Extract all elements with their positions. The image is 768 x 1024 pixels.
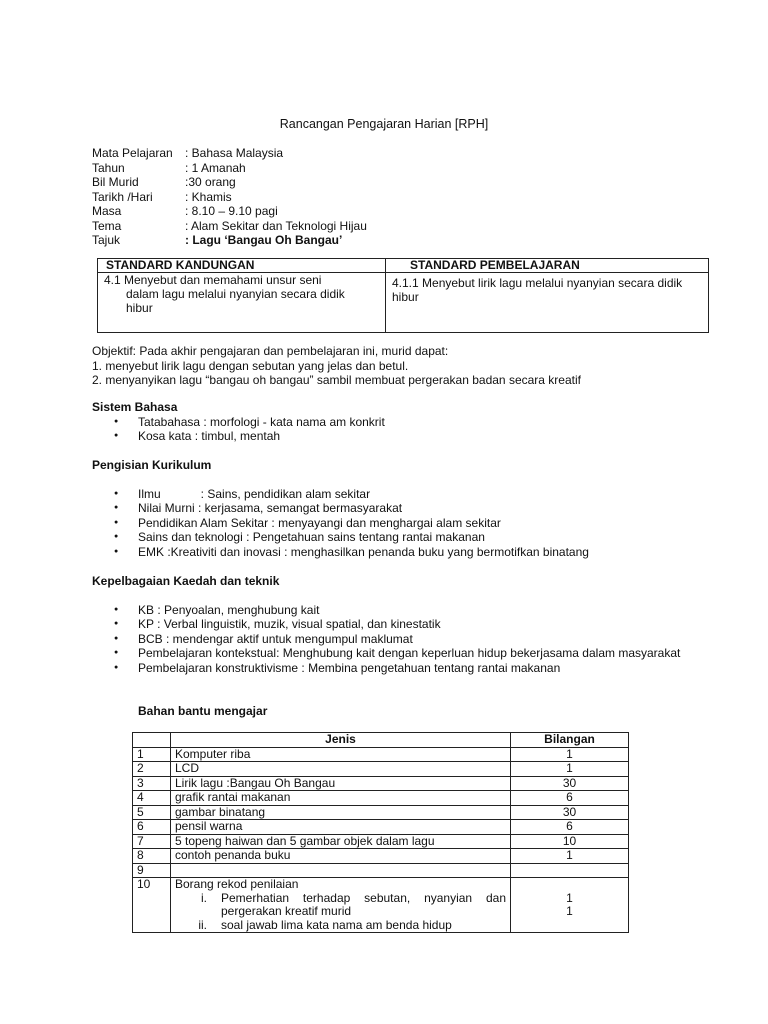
list-item: ● KP : Verbal linguistik, muzik, visual spatial, dan kinestatik <box>92 617 709 632</box>
table-row <box>133 820 629 835</box>
info-row <box>92 175 367 190</box>
bahan-jenis-borang <box>171 878 511 933</box>
bahan-header-jenis: Jenis <box>171 733 511 748</box>
bahan-jenis: contoh penanda buku <box>171 849 511 864</box>
list-item: ● Pendidikan Alam Sekitar : menyayangi dan menghargai alam sekitar <box>92 516 589 531</box>
standard-pembelajaran-line: 4.1.1 Menyebut lirik lagu melalui nyanyian secara didik <box>392 276 683 290</box>
page-title: Rancangan Pengajaran Harian [RPH] <box>279 117 489 131</box>
kepelbagaian-list <box>92 603 709 676</box>
list-item: ● Ilmu : Sains, pendidikan alam sekitar <box>92 487 589 502</box>
bahan-jenis: Komputer riba <box>171 747 511 762</box>
info-label: Masa <box>92 204 122 218</box>
bahan-bil: 1 <box>511 849 629 864</box>
bahan-bil: 6 <box>511 791 629 806</box>
list-item: ● Pembelajaran kontekstual: Menghubung kait dengan keperluan hidup bekerjasama dalam masyarakat <box>92 646 709 661</box>
standard-pembelajaran-header: STANDARD PEMBELAJARAN <box>386 259 709 273</box>
list-item: ● Kosa kata : timbul, mentah <box>92 429 385 444</box>
standard-kandungan-header: STANDARD KANDUNGAN <box>98 259 386 273</box>
kepelbagaian-heading: Kepelbagaian Kaedah dan teknik <box>92 574 280 588</box>
bahan-no: 4 <box>133 791 171 806</box>
bahan-bil: 1 <box>511 747 629 762</box>
sub-item-text: soal jawab lima kata nama am benda hidup <box>221 917 452 932</box>
borang-sub-item <box>175 892 506 919</box>
bahan-jenis: gambar binatang <box>171 805 511 820</box>
standard-table <box>97 258 709 333</box>
bahan-no: 6 <box>133 820 171 835</box>
bahan-bil: 6 <box>511 820 629 835</box>
bahan-header-no <box>133 733 171 748</box>
info-row <box>92 161 367 176</box>
pengisian-heading: Pengisian Kurikulum <box>92 458 212 472</box>
sub-item-number: i. <box>201 890 207 905</box>
bahan-table <box>132 732 629 933</box>
info-block <box>92 146 367 248</box>
pengisian-list <box>92 487 589 560</box>
bahan-bil: 30 <box>511 776 629 791</box>
bahan-jenis: Lirik lagu :Bangau Oh Bangau <box>171 776 511 791</box>
borang-title: Borang rekod penilaian <box>175 877 299 891</box>
table-row <box>133 878 629 933</box>
info-label: Tajuk <box>92 233 121 247</box>
bahan-bil <box>511 878 629 933</box>
table-row <box>133 791 629 806</box>
info-row <box>92 204 367 219</box>
list-item: ● EMK :Kreativiti dan inovasi : menghasilkan penanda buku yang bermotifkan binatang <box>92 545 589 560</box>
info-value: : 8.10 – 9.10 pagi <box>185 204 278 218</box>
info-value: : 1 Amanah <box>185 160 246 175</box>
kepelbagaian-block <box>92 574 709 675</box>
bahan-bil-value: 1 <box>566 890 573 905</box>
bahan-jenis: 5 topeng haiwan dan 5 gambar objek dalam lagu <box>171 834 511 849</box>
bahan-bil-value: 1 <box>566 904 573 918</box>
info-row <box>92 219 367 234</box>
info-row <box>92 233 367 248</box>
bahan-bil: 10 <box>511 834 629 849</box>
table-row <box>133 762 629 777</box>
info-label: Tema <box>92 218 122 233</box>
info-value: :30 orang <box>185 175 236 189</box>
objektif-item: 1. menyebut lirik lagu dengan sebutan yang jelas dan betul. <box>92 358 409 373</box>
bahan-jenis: LCD <box>171 762 511 777</box>
bahan-no: 3 <box>133 776 171 791</box>
list-item: ● KB : Penyoalan, menghubung kait <box>92 603 709 618</box>
table-row <box>133 834 629 849</box>
standard-pembelajaran-cell <box>386 273 709 333</box>
pengisian-block <box>92 458 589 559</box>
bahan-no: 8 <box>133 849 171 864</box>
bahan-no: 7 <box>133 834 171 849</box>
sistem-bahasa-block <box>92 400 385 444</box>
standard-kandungan-line: dalam lagu melalui nyanyian secara didik <box>126 287 345 301</box>
bahan-header-bilangan: Bilangan <box>511 733 629 748</box>
list-item: ● BCB : mendengar aktif untuk mengumpul maklumat <box>92 632 709 647</box>
info-value: : Bahasa Malaysia <box>185 146 284 160</box>
bahan-bil <box>511 863 629 878</box>
table-row <box>133 776 629 791</box>
info-label: Mata Pelajaran <box>92 146 173 160</box>
table-row <box>133 805 629 820</box>
bahan-heading: Bahan bantu mengajar <box>138 704 268 718</box>
info-row <box>92 146 367 161</box>
sub-item-text: Pemerhatian terhadap sebutan, nyanyian dan pergerakan kreatif murid <box>221 890 506 918</box>
bahan-bil: 1 <box>511 762 629 777</box>
standard-pembelajaran-line: hibur <box>392 290 419 304</box>
objektif-block <box>92 344 581 388</box>
objektif-item: 2. menyanyikan lagu “bangau oh bangau” sambil membuat pergerakan badan secara kreatif <box>92 373 581 387</box>
table-row <box>133 747 629 762</box>
info-value: : Lagu ‘Bangau Oh Bangau’ <box>185 233 343 247</box>
borang-sub-item <box>175 919 506 933</box>
info-label: Tarikh /Hari <box>92 189 153 204</box>
bahan-no: 2 <box>133 762 171 777</box>
sistem-bahasa-list <box>92 415 385 444</box>
bahan-no: 1 <box>133 747 171 762</box>
bahan-no: 9 <box>133 863 171 878</box>
bahan-jenis: grafik rantai makanan <box>171 791 511 806</box>
info-row <box>92 190 367 205</box>
table-row <box>133 863 629 878</box>
info-value: : Alam Sekitar dan Teknologi Hijau <box>185 218 367 233</box>
list-item: ● Sains dan teknologi : Pengetahuan sains tentang rantai makanan <box>92 530 589 545</box>
info-label: Tahun <box>92 160 125 175</box>
sistem-bahasa-heading: Sistem Bahasa <box>92 400 178 414</box>
objektif-intro: Objektif: Pada akhir pengajaran dan pembelajaran ini, murid dapat: <box>92 344 449 358</box>
table-row <box>133 849 629 864</box>
standard-kandungan-line: hibur <box>126 301 153 315</box>
bahan-no: 10 <box>133 878 171 933</box>
bahan-bil: 30 <box>511 805 629 820</box>
sub-item-number: ii. <box>198 917 207 932</box>
standard-kandungan-line: 4.1 Menyebut dan memahami unsur seni <box>104 273 322 287</box>
info-value: : Khamis <box>185 189 232 204</box>
bahan-no: 5 <box>133 805 171 820</box>
list-item: ● Nilai Murni : kerjasama, semangat bermasyarakat <box>92 501 589 516</box>
list-item: ● Tatabahasa : morfologi - kata nama am konkrit <box>92 415 385 430</box>
list-item: ● Pembelajaran konstruktivisme : Membina pengetahuan tentang rantai makanan <box>92 661 709 676</box>
bahan-jenis <box>171 863 511 878</box>
info-label: Bil Murid <box>92 175 139 189</box>
standard-kandungan-cell <box>98 273 386 333</box>
bahan-jenis: pensil warna <box>171 820 511 835</box>
